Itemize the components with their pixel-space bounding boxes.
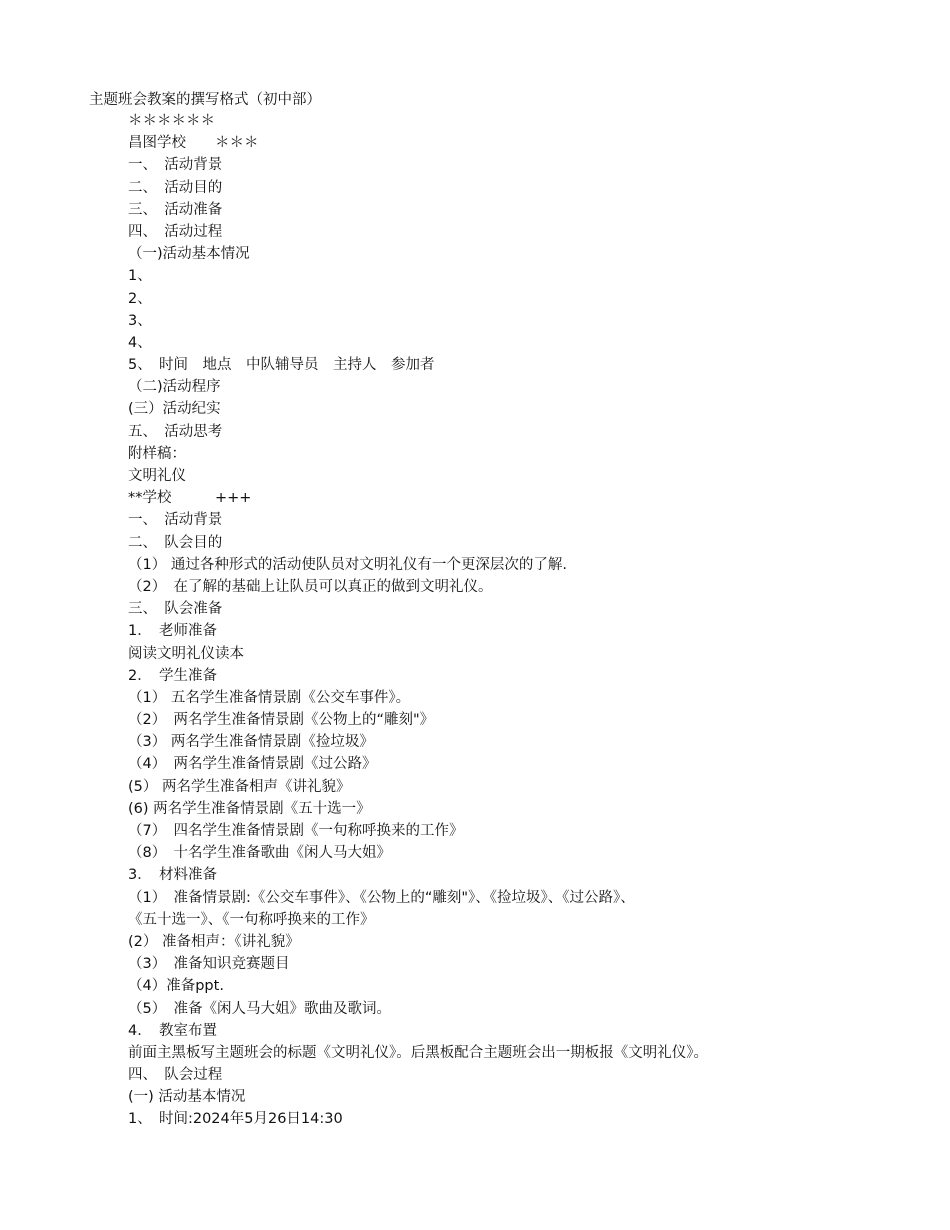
text-line: 5、 时间 地点 中队辅导员 主持人 参加者	[128, 357, 435, 374]
text-line: **学校 +++	[128, 490, 252, 507]
text-line: （4）准备ppt.	[128, 978, 224, 995]
text-line: （3） 准备知识竞赛题目	[128, 956, 290, 973]
text-line: 4． 教室布置	[128, 1022, 217, 1039]
text-line: 附样稿：	[128, 445, 186, 462]
text-line: 五、 活动思考	[128, 423, 223, 440]
text-line: 三、 队会准备	[128, 601, 223, 618]
text-line: 1、	[128, 268, 152, 285]
text-line: 《五十选一》、《一句称呼换来的工作》	[128, 911, 375, 928]
text-line: 阅读文明礼仪读本	[128, 645, 244, 662]
text-line: 一、 活动背景	[128, 512, 223, 529]
text-line: 前面主黑板写主题班会的标题《文明礼仪》。后黑板配合主题班会出一期板报《文明礼仪》。	[128, 1044, 708, 1061]
text-line: （8） 十名学生准备歌曲《闲人马大姐》	[128, 845, 391, 862]
text-line: （2） 在了解的基础上让队员可以真正的做到文明礼仪。	[128, 578, 493, 595]
text-line: ＊＊＊＊＊＊	[128, 113, 215, 129]
text-line: (5） 两名学生准备相声《讲礼貌》	[128, 778, 351, 795]
text-line: 2、	[128, 290, 152, 307]
text-line: 四、 活动过程	[128, 223, 223, 240]
text-line: （5） 准备《闲人马大姐》歌曲及歌词。	[128, 1000, 391, 1017]
text-line: (一) 活动基本情况	[128, 1089, 246, 1106]
text-line: （7） 四名学生准备情景剧《一句称呼换来的工作》	[128, 823, 464, 839]
text-line: (三）活动纪实	[128, 401, 221, 418]
text-line: 三、 活动准备	[128, 201, 223, 218]
text-line: (2） 准备相声：《讲礼貌》	[128, 933, 300, 950]
text-line: 2． 学生准备	[128, 667, 217, 684]
text-line: 1． 老师准备	[128, 623, 217, 640]
text-line: （1） 准备情景剧:《公交车事件》、《公物上的“雕刻"》、《捡垃圾》、《过公路》、	[128, 889, 635, 906]
text-line: 文明礼仪	[128, 468, 186, 484]
text-line: 四、 队会过程	[128, 1067, 223, 1084]
text-line: （2） 两名学生准备情景剧《公物上的“雕刻"》	[128, 712, 435, 729]
text-line: （1） 通过各种形式的活动使队员对文明礼仪有一个更深层次的了解.	[128, 556, 567, 573]
text-line: 一、 活动背景	[128, 157, 223, 174]
text-line: 3、	[128, 312, 152, 329]
text-line: 3． 材料准备	[128, 867, 217, 884]
text-line: 昌图学校 ＊＊＊	[128, 135, 259, 152]
text-line: （1） 五名学生准备情景剧《公交车事件》。	[128, 689, 411, 706]
text-line: 二、 活动目的	[128, 179, 223, 196]
text-line: （二)活动程序	[128, 379, 221, 396]
text-line: (6) 两名学生准备情景剧《五十选一》	[128, 800, 371, 817]
text-line: （一)活动基本情况	[128, 246, 250, 263]
text-line: （4） 两名学生准备情景剧《过公路》	[128, 756, 377, 773]
text-line: 1、 时间:2024年5月26日14:30	[128, 1111, 343, 1128]
document-body	[128, 110, 928, 1131]
text-line: （3） 两名学生准备情景剧《捡垃圾》	[128, 734, 374, 751]
text-line: 二、 队会目的	[128, 534, 223, 551]
text-line: 4、	[128, 334, 152, 351]
document-title: 主题班会教案的撰写格式（初中部）	[89, 92, 321, 108]
